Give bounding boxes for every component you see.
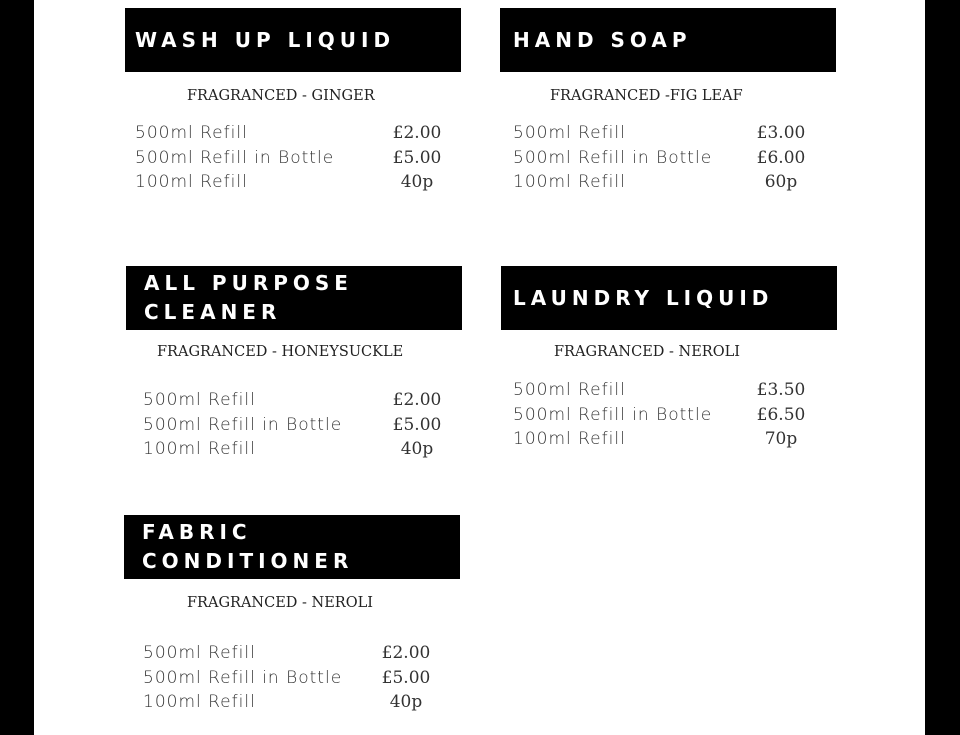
product-title-line-1: FABRIC: [142, 520, 252, 544]
product-fragrance: FRAGRANCED - GINGER: [187, 88, 375, 104]
item-price: £2.00: [381, 643, 431, 663]
price-row: [513, 148, 813, 173]
price-rows: [143, 390, 443, 464]
item-price: £3.00: [756, 123, 806, 143]
item-price: £2.00: [392, 123, 442, 143]
item-name: 100ml Refill: [513, 429, 626, 449]
product-title-banner: [126, 266, 462, 330]
item-name: 500ml Refill: [143, 643, 256, 663]
product-title-banner: [125, 8, 461, 72]
product-title-banner: [500, 8, 836, 72]
product-title: HAND SOAP: [513, 27, 692, 52]
item-price: £2.00: [392, 390, 442, 410]
item-name: 500ml Refill in Bottle: [513, 404, 713, 425]
item-price: £5.00: [381, 667, 431, 688]
item-name: 500ml Refill: [513, 123, 626, 143]
product-title-banner: [501, 266, 837, 330]
item-price: £6.00: [756, 147, 806, 168]
item-price: 40p: [400, 172, 434, 192]
item-price: 40p: [400, 439, 434, 459]
item-name: 100ml Refill: [143, 692, 256, 712]
price-rows: [513, 380, 813, 454]
product-title-banner: [124, 515, 460, 579]
item-name: 100ml Refill: [513, 172, 626, 192]
price-list-page: [34, 0, 925, 735]
price-row: [143, 643, 443, 668]
item-price: 70p: [764, 429, 798, 449]
item-name: 100ml Refill: [135, 172, 248, 192]
item-name: 100ml Refill: [143, 439, 256, 459]
price-row: [135, 147, 442, 173]
price-rows: [513, 123, 813, 197]
price-row: [135, 172, 435, 197]
item-price: £5.00: [392, 414, 442, 435]
item-name: 500ml Refill in Bottle: [143, 667, 343, 688]
price-row: [143, 415, 443, 440]
item-name: 500ml Refill: [135, 123, 248, 143]
item-name: 500ml Refill in Bottle: [143, 414, 343, 435]
product-title-line-2: CLEANER: [144, 300, 282, 324]
product-fragrance: FRAGRANCED - HONEYSUCKLE: [157, 344, 404, 360]
price-row: [135, 123, 442, 148]
item-name: 500ml Refill: [513, 380, 626, 400]
price-row: [513, 172, 813, 197]
item-price: £5.00: [392, 147, 442, 168]
price-rows: [143, 643, 443, 717]
price-row: [513, 380, 813, 405]
price-row: [513, 123, 813, 148]
product-fragrance: FRAGRANCED - NEROLI: [554, 344, 740, 360]
product-title: WASH UP LIQUID: [135, 27, 396, 52]
product-title: LAUNDRY LIQUID: [513, 285, 774, 310]
price-row: [143, 390, 443, 415]
price-row: [143, 668, 443, 693]
product-fragrance: FRAGRANCED -FIG LEAF: [550, 88, 743, 104]
product-fragrance: FRAGRANCED - NEROLI: [187, 595, 373, 611]
item-price: 40p: [389, 692, 423, 712]
price-row: [513, 405, 813, 430]
price-rows: [135, 123, 442, 197]
product-title-line-1: ALL PURPOSE: [144, 271, 353, 295]
price-row: [513, 429, 813, 454]
item-price: £3.50: [756, 380, 806, 400]
product-title-line-2: CONDITIONER: [142, 549, 354, 573]
item-name: 500ml Refill: [143, 390, 256, 410]
price-row: [143, 439, 443, 464]
item-price: 60p: [764, 172, 798, 192]
item-price: £6.50: [756, 404, 806, 425]
item-name: 500ml Refill in Bottle: [135, 147, 335, 168]
item-name: 500ml Refill in Bottle: [513, 147, 713, 168]
price-row: [143, 692, 443, 717]
